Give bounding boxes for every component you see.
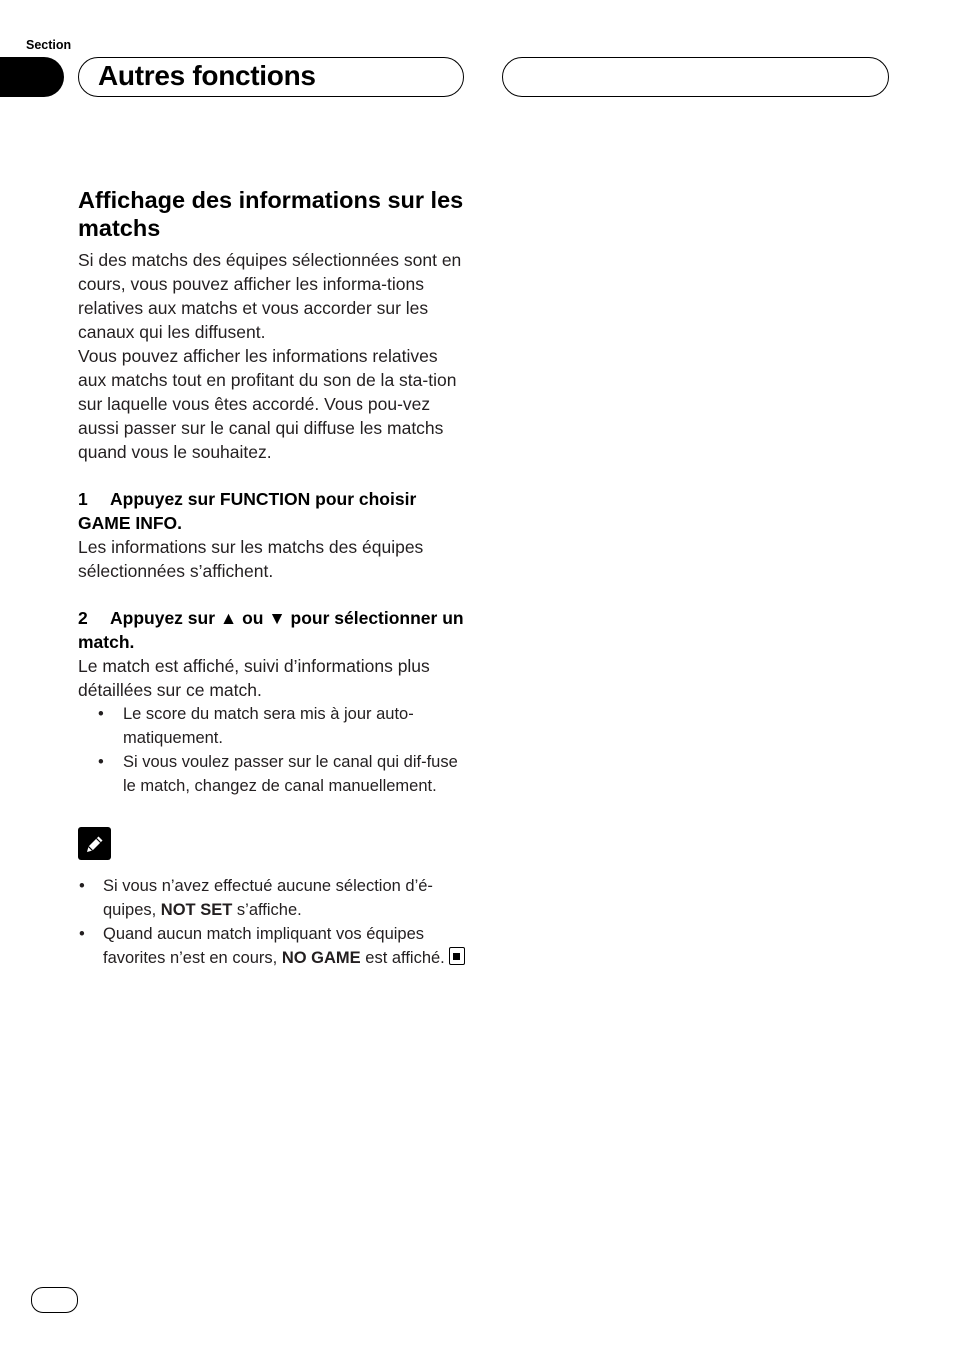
page-number-badge: [31, 1287, 78, 1313]
language-tab-box: [502, 57, 889, 97]
step-1-text: Appuyez sur FUNCTION pour choisir GAME INFO.: [78, 489, 417, 533]
pencil-note-icon: [78, 827, 111, 860]
end-of-section-icon: [449, 947, 465, 965]
section-number-tab: [0, 57, 64, 97]
section-heading: Affichage des informations sur les matchs: [78, 187, 464, 241]
step-2-bullets: [78, 702, 466, 798]
down-arrow-icon: ▼: [268, 608, 286, 628]
chapter-title-box: [78, 57, 464, 97]
list-item: • Si vous voulez passer sur le canal qui dif-fuse le match, changez de canal manuellement.: [78, 750, 466, 798]
section-label: Section: [26, 38, 72, 52]
step-2-number: 2: [78, 608, 88, 628]
step-1: [78, 488, 466, 583]
notes-list: [78, 874, 466, 970]
step-1-result: Les informations sur les matchs des équipes sélectionnées s’affichent.: [78, 537, 424, 581]
step-2-text-mid: ou: [237, 608, 269, 628]
intro-paragraph-1: Si des matchs des équipes sélectionnées sont en cours, vous pouvez afficher les informa-tions relatives aux matchs et vous accorder sur les canaux qui les diffusent.: [78, 250, 462, 342]
note-item: [78, 922, 466, 970]
note-2-text: Quand aucun match impliquant vos équipes favorites n’est en cours,: [103, 925, 425, 967]
intro: [78, 248, 466, 464]
main-column: [78, 186, 466, 970]
note-2-bold: NO GAME: [281, 949, 361, 967]
step-2-result: Le match est affiché, suivi d’informations plus détaillées sur ce match.: [78, 656, 430, 700]
step-1-number: 1: [78, 489, 88, 509]
note-item: [78, 874, 466, 922]
note-2-text-end: est affiché.: [360, 949, 445, 967]
step-1-instruction: [78, 488, 466, 535]
note-1-bold: NOT SET: [160, 901, 233, 919]
step-2: [78, 607, 466, 798]
step-2-text-after: pour sélectionner un match.: [78, 608, 464, 652]
intro-paragraph-2: Vous pouvez afficher les informations relatives aux matchs tout en profitant du son de la sta-tion sur laquelle vous êtes accordé. Vous pou-vez aussi passer sur le canal qui diffuse les matchs quand vous le souhaitez.: [78, 346, 457, 462]
step-2-text-before: Appuyez sur: [110, 608, 220, 628]
chapter-title: Autres fonctions: [98, 60, 316, 91]
pencil-icon: [83, 832, 107, 856]
list-item: • Le score du match sera mis à jour auto-matiquement.: [78, 702, 466, 750]
notes: [78, 827, 466, 970]
up-arrow-icon: ▲: [219, 608, 238, 628]
step-2-instruction: [78, 607, 466, 654]
note-1-text-end: s’affiche.: [232, 901, 302, 919]
note-1-text: Si vous n’avez effectué aucune sélection d’é-quipes,: [103, 877, 433, 919]
